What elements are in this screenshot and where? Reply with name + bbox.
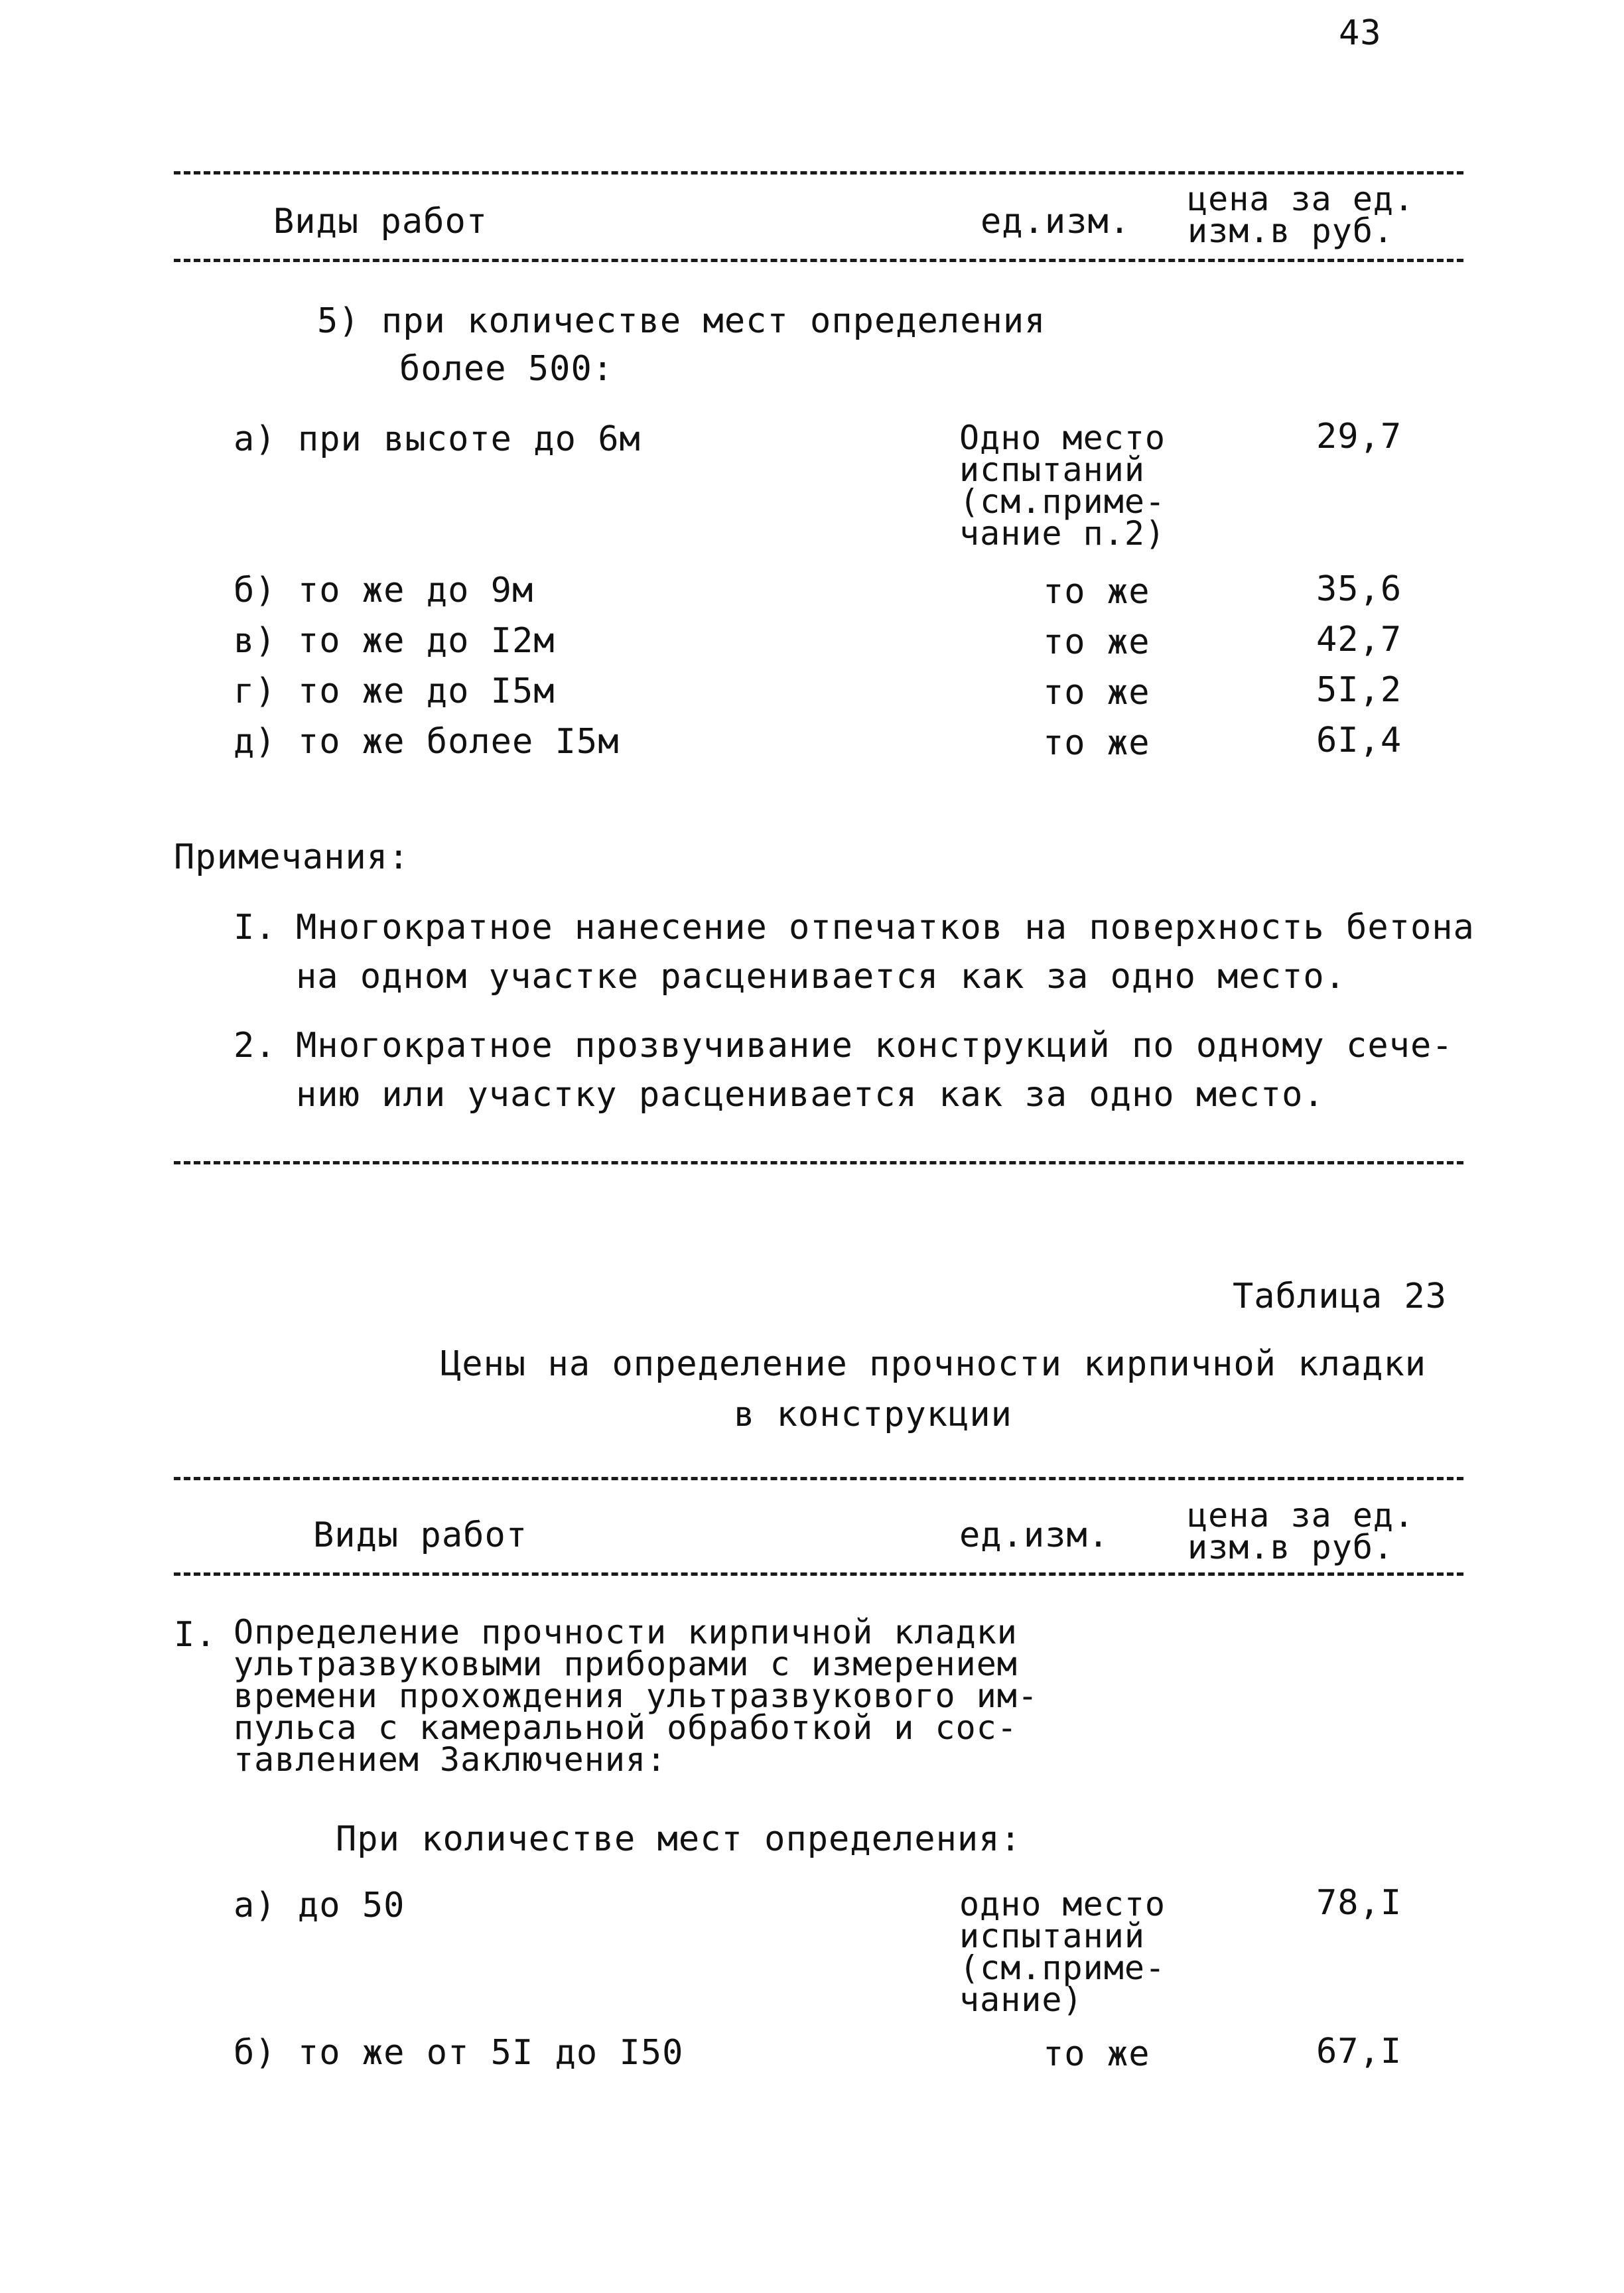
table2-row-unit: одно место испытаний (см.приме- чание) xyxy=(959,1885,1166,2019)
table2-header-unit: ед.изм. xyxy=(959,1515,1110,1555)
table1-row-price: 42,7 xyxy=(1316,620,1402,660)
table2-row-label: б) то же от 5I до I50 xyxy=(234,2033,684,2073)
table2-top-rule xyxy=(174,1477,1463,1480)
table1-row-price: 35,6 xyxy=(1316,569,1402,609)
table1-row-price: 5I,2 xyxy=(1316,670,1402,710)
table1-header-rule xyxy=(174,259,1463,262)
table2-title-line1: Цены на определение прочности кирпичной кладки xyxy=(440,1344,1427,1384)
table1-row-label: г) то же до I5м xyxy=(234,671,555,711)
table2-subheading: При количестве мест определения: xyxy=(336,1819,1022,1859)
table2-label: Таблица 23 xyxy=(1233,1277,1448,1316)
notes-title: Примечания: xyxy=(174,837,410,877)
table1-header-price-2: изм.в руб. xyxy=(1187,212,1394,250)
table2-row-unit: то же xyxy=(1043,2034,1150,2074)
table2-header-rule xyxy=(174,1572,1463,1576)
table2-header-price-2: изм.в руб. xyxy=(1187,1528,1394,1566)
table1-row-unit: то же xyxy=(1043,673,1150,713)
table1-row-unit: то же xyxy=(1043,572,1150,612)
table1-row-unit: Одно место испытаний (см.приме- чание п.2) xyxy=(959,419,1166,553)
table1-header-unit: ед.изм. xyxy=(981,202,1131,242)
note-number: 2. xyxy=(234,1026,277,1066)
table2-row-label: а) до 50 xyxy=(234,1886,405,1925)
page-number: 43 xyxy=(1339,13,1382,53)
table1-header-work: Виды работ xyxy=(273,202,488,242)
table2-row-price: 67,I xyxy=(1316,2032,1402,2071)
table1-row-unit: то же xyxy=(1043,723,1150,763)
table1-top-rule xyxy=(174,171,1463,174)
table1-row-price: 6I,4 xyxy=(1316,721,1402,760)
table2-header-work: Виды работ xyxy=(313,1515,528,1555)
table1-header-price-1: цена за ед. xyxy=(1187,180,1415,218)
table1-section-line1: 5) при количестве мест определения xyxy=(317,301,1046,341)
table1-bottom-rule xyxy=(174,1161,1463,1164)
note-line: Многократное нанесение отпечатков на поверхность бетона xyxy=(296,908,1475,947)
note-line: нию или участку расценивается как за одно место. xyxy=(296,1075,1325,1115)
table1-row-label: а) при высоте до 6м xyxy=(234,419,641,459)
table1-row-price: 29,7 xyxy=(1316,417,1402,456)
table2-item-description: Определение прочности кирпичной кладки ультразвуковыми приборами с измерением времени прохождения ультразвукового им- пульса с камеральной обработкой и сос- тавлением Заключения: xyxy=(234,1613,1038,1779)
note-line: на одном участке расценивается как за одно место. xyxy=(296,957,1347,997)
table1-row-label: б) то же до 9м xyxy=(234,571,534,610)
table2-title-line2: в конструкции xyxy=(734,1395,1012,1434)
table1-row-unit: то же xyxy=(1043,622,1150,662)
note-number: I. xyxy=(234,908,277,947)
table1-row-label: д) то же более I5м xyxy=(234,722,620,762)
table2-item-number: I. xyxy=(174,1615,217,1655)
table1-section-line2: более 500: xyxy=(399,349,614,389)
table1-row-label: в) то же до I2м xyxy=(234,621,555,661)
table2-row-price: 78,I xyxy=(1316,1883,1402,1923)
note-line: Многократное прозвучивание конструкций по одному сече- xyxy=(296,1026,1454,1066)
table2-header-price-1: цена за ед. xyxy=(1187,1496,1415,1535)
